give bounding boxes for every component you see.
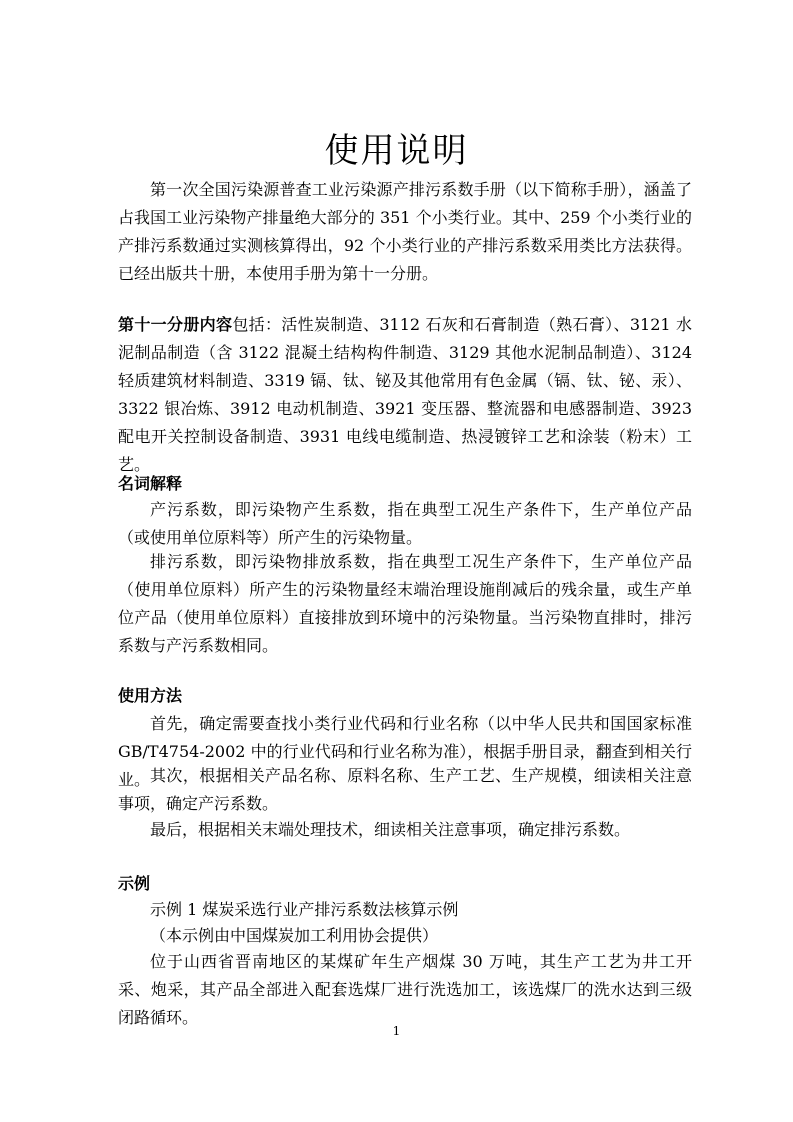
- page-title: 使用说明: [324, 130, 469, 171]
- example-heading: 示例: [118, 874, 151, 893]
- glossary-heading: 名词解释: [118, 474, 183, 493]
- usage-paragraph-3: 最后，根据相关末端处理技术，细读相关注意事项，确定排污系数。: [150, 820, 631, 839]
- glossary-paragraph-1: 产污系数，即污染物产生系数，指在典型工况生产条件下，生产单位产品（或使用单位原料等）所产生的污染物量。: [118, 500, 692, 547]
- example-line-1: 示例 1 煤炭采选行业产排污系数法核算示例: [150, 900, 459, 919]
- contents-paragraph: [118, 311, 692, 479]
- page-number: 1: [392, 1024, 401, 1038]
- example-paragraph: 位于山西省晋南地区的某煤矿年生产烟煤 30 万吨，其生产工艺为井工开采、炮采，其产品全部进入配套选煤厂进行洗选加工，该选煤厂的洗水达到三级闭路循环。: [118, 952, 692, 1027]
- usage-paragraph-2: 其次，根据相关产品名称、原料名称、生产工艺、生产规模，细读相关注意事项，确定产污系数。: [118, 766, 692, 813]
- contents-lead: 第十一分册内容: [118, 315, 233, 334]
- usage-heading: 使用方法: [118, 686, 183, 705]
- example-line-2: （本示例由中国煤炭加工利用协会提供）: [150, 926, 439, 945]
- intro-paragraph: 第一次全国污染源普查工业污染源产排污系数手册（以下简称手册），涵盖了占我国工业污染物产排量绝大部分的 351 个小类行业。其中、259 个小类行业的产排污系数通过实测核算得出，92 个小类行业的产排污系数采用类比方法获得。已经出版共十册，本使用手册为第十一分册。: [118, 180, 692, 283]
- glossary-paragraph-2: 排污系数，即污染物排放系数，指在典型工况生产条件下，生产单位产品（使用单位原料）所产生的污染物量经末端治理设施削减后的残余量，或生产单位产品（使用单位原料）直接排放到环境中的污染物量。当污染物直排时，排污系数与产污系数相同。: [118, 552, 692, 655]
- usage-paragraph-1: 首先，确定需要查找小类行业代码和行业名称（以中华人民共和国国家标准 GB/T4754-2002 中的行业代码和行业名称为准），根据手册目录，翻查到相关行业。: [118, 714, 692, 789]
- contents-text: 包括：活性炭制造、3112 石灰和石膏制造（熟石膏）、3121 水泥制品制造（含 3122 混凝土结构构件制造、3129 其他水泥制品制造）、3124 轻质建筑材料制造、3319 镉、钛、铋及其他常用有色金属（镉、钛、铋、汞）、3322 银冶炼、3912 电动机制造、3921 变压器、整流器和电感器制造、3923 配电开关控制设备制造、3931 电线电缆制造、热浸镀锌工艺和涂装（粉末）工艺。: [118, 315, 692, 474]
